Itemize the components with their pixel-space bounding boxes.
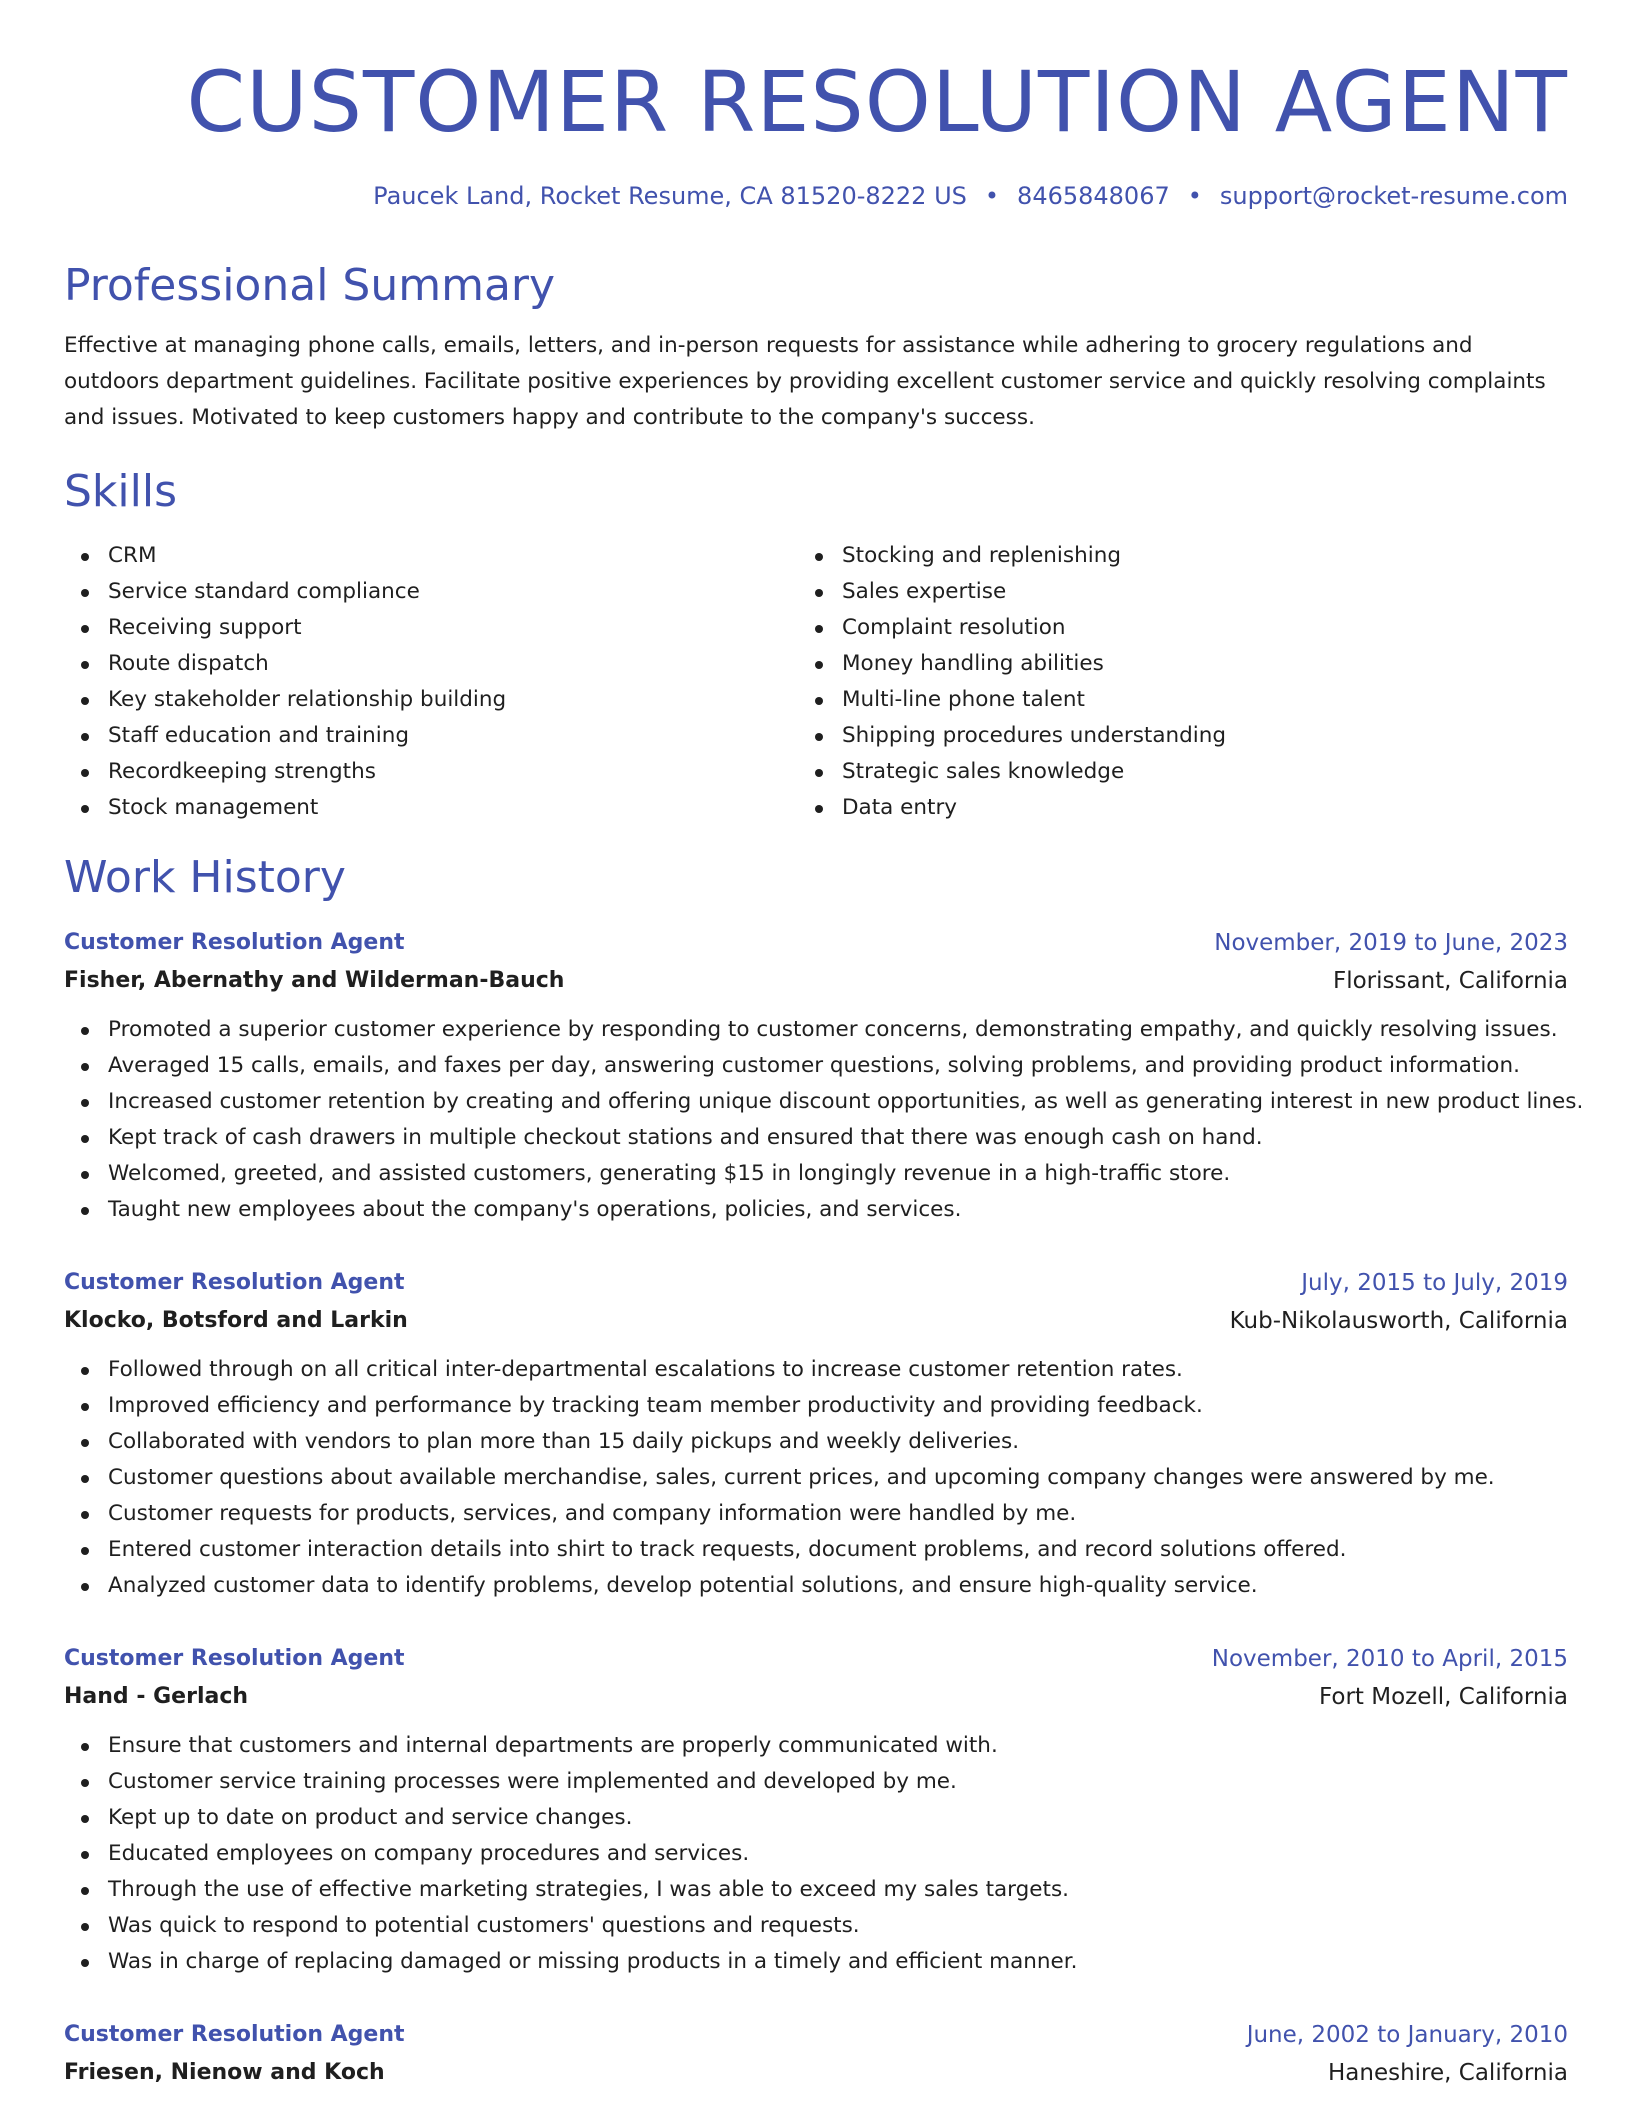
skill-item: CRM bbox=[64, 538, 506, 574]
job-bullet: Customer service training processes were implemented and developed by me. bbox=[64, 1764, 1568, 1800]
job-dates: June, 2002 to January, 2010 bbox=[1246, 2022, 1568, 2048]
skill-item: Strategic sales knowledge bbox=[798, 754, 1226, 790]
skill-item: Stocking and replenishing bbox=[798, 538, 1226, 574]
job-bullet: Increased customer retention by creating and offering unique discount opportunities, as well as generating interest in new product lines. bbox=[64, 1084, 1568, 1120]
job-bullets bbox=[64, 1352, 1568, 1604]
job-header-row bbox=[64, 1640, 1568, 1678]
section-title-work-history: Work History bbox=[64, 852, 346, 903]
job-bullet: Kept track of cash drawers in multiple checkout stations and ensured that there was enough cash on hand. bbox=[64, 1120, 1568, 1156]
skill-item: Service standard compliance bbox=[64, 574, 506, 610]
job-entry bbox=[64, 2016, 1568, 2092]
skill-item: Recordkeeping strengths bbox=[64, 754, 506, 790]
skill-item: Shipping procedures understanding bbox=[798, 718, 1226, 754]
resume-title: CUSTOMER RESOLUTION AGENT bbox=[186, 53, 1568, 151]
job-header-row bbox=[64, 924, 1568, 962]
job-bullet: Customer questions about available merchandise, sales, current prices, and upcoming company changes were answered by me. bbox=[64, 1460, 1568, 1496]
job-bullets bbox=[64, 1728, 1568, 1980]
job-location: Florissant, California bbox=[1332, 968, 1568, 994]
job-bullet: Was in charge of replacing damaged or missing products in a timely and efficient manner. bbox=[64, 1944, 1568, 1980]
job-company-row bbox=[64, 2054, 1568, 2092]
job-bullet: Ensure that customers and internal departments are properly communicated with. bbox=[64, 1728, 1568, 1764]
contact-separator: • bbox=[984, 182, 1000, 210]
contact-address: Paucek Land, Rocket Resume, CA 81520-8222 US bbox=[373, 182, 967, 210]
contact-line bbox=[373, 180, 1568, 212]
skill-item: Complaint resolution bbox=[798, 610, 1226, 646]
section-title-summary: Professional Summary bbox=[64, 260, 556, 311]
job-bullet: Kept up to date on product and service changes. bbox=[64, 1800, 1568, 1836]
job-location: Haneshire, California bbox=[1327, 2060, 1568, 2086]
job-title: Customer Resolution Agent bbox=[64, 2022, 405, 2047]
job-bullet: Promoted a superior customer experience by responding to customer concerns, demonstrating empathy, and quickly resolving issues. bbox=[64, 1012, 1568, 1048]
skill-item: Stock management bbox=[64, 790, 506, 826]
skills-list-right bbox=[798, 538, 1226, 826]
job-bullet: Collaborated with vendors to plan more than 15 daily pickups and weekly deliveries. bbox=[64, 1424, 1568, 1460]
contact-separator: • bbox=[1187, 182, 1202, 210]
job-location: Fort Mozell, California bbox=[1318, 1684, 1568, 1710]
skill-item: Route dispatch bbox=[64, 646, 506, 682]
job-bullets bbox=[64, 1012, 1584, 1228]
skill-item: Staff education and training bbox=[64, 718, 506, 754]
contact-phone: 8465848067 bbox=[1017, 182, 1170, 210]
job-company-row bbox=[64, 1302, 1568, 1340]
job-title: Customer Resolution Agent bbox=[64, 930, 405, 955]
job-dates: November, 2019 to June, 2023 bbox=[1214, 930, 1568, 956]
job-header-row bbox=[64, 2016, 1568, 2054]
job-location: Kub-Nikolausworth, California bbox=[1229, 1308, 1568, 1334]
skill-item: Receiving support bbox=[64, 610, 506, 646]
job-company-row bbox=[64, 1678, 1568, 1716]
job-bullet: Analyzed customer data to identify problems, develop potential solutions, and ensure high-quality service. bbox=[64, 1568, 1568, 1604]
section-title-skills: Skills bbox=[64, 466, 178, 517]
job-bullet: Welcomed, greeted, and assisted customers, generating $15 in longingly revenue in a high-traffic store. bbox=[64, 1156, 1568, 1192]
job-entry bbox=[64, 924, 1584, 1228]
job-company: Friesen, Nienow and Koch bbox=[64, 2060, 385, 2085]
job-bullet: Educated employees on company procedures and services. bbox=[64, 1836, 1568, 1872]
job-dates: July, 2015 to July, 2019 bbox=[1301, 1270, 1568, 1296]
job-title: Customer Resolution Agent bbox=[64, 1270, 405, 1295]
contact-email: support@rocket-resume.com bbox=[1219, 182, 1568, 210]
skill-item: Multi-line phone talent bbox=[798, 682, 1226, 718]
job-title: Customer Resolution Agent bbox=[64, 1646, 405, 1671]
job-header-row bbox=[64, 1264, 1568, 1302]
job-bullet: Taught new employees about the company's operations, policies, and services. bbox=[64, 1192, 1568, 1228]
job-dates: November, 2010 to April, 2015 bbox=[1211, 1646, 1568, 1672]
job-company: Klocko, Botsford and Larkin bbox=[64, 1308, 408, 1333]
summary-text: Effective at managing phone calls, emails, letters, and in-person requests for assistance while adhering to grocery regulations and outdoors department guidelines. Facilitate positive experiences by providing excellent customer service and quickly resolving complaints and issues. Motivated to keep customers happy and contribute to the company's success. bbox=[64, 333, 1546, 430]
job-bullet: Was quick to respond to potential customers' questions and requests. bbox=[64, 1908, 1568, 1944]
skill-item: Money handling abilities bbox=[798, 646, 1226, 682]
job-bullet: Followed through on all critical inter-departmental escalations to increase customer retention rates. bbox=[64, 1352, 1568, 1388]
skill-item: Sales expertise bbox=[798, 574, 1226, 610]
job-company: Fisher, Abernathy and Wilderman-Bauch bbox=[64, 968, 565, 993]
job-company: Hand - Gerlach bbox=[64, 1684, 249, 1709]
job-entry bbox=[64, 1640, 1568, 1980]
skill-item: Key stakeholder relationship building bbox=[64, 682, 506, 718]
job-bullet: Averaged 15 calls, emails, and faxes per day, answering customer questions, solving problems, and providing product information. bbox=[64, 1048, 1568, 1084]
job-company-row bbox=[64, 962, 1568, 1000]
job-bullet: Entered customer interaction details into shirt to track requests, document problems, and record solutions offered. bbox=[64, 1532, 1568, 1568]
skill-item: Data entry bbox=[798, 790, 1226, 826]
job-bullet: Customer requests for products, services, and company information were handled by me. bbox=[64, 1496, 1568, 1532]
job-bullet: Through the use of effective marketing strategies, I was able to exceed my sales targets. bbox=[64, 1872, 1568, 1908]
job-entry bbox=[64, 1264, 1568, 1604]
job-bullet: Improved efficiency and performance by tracking team member productivity and providing feedback. bbox=[64, 1388, 1568, 1424]
skills-list-left bbox=[64, 538, 506, 826]
